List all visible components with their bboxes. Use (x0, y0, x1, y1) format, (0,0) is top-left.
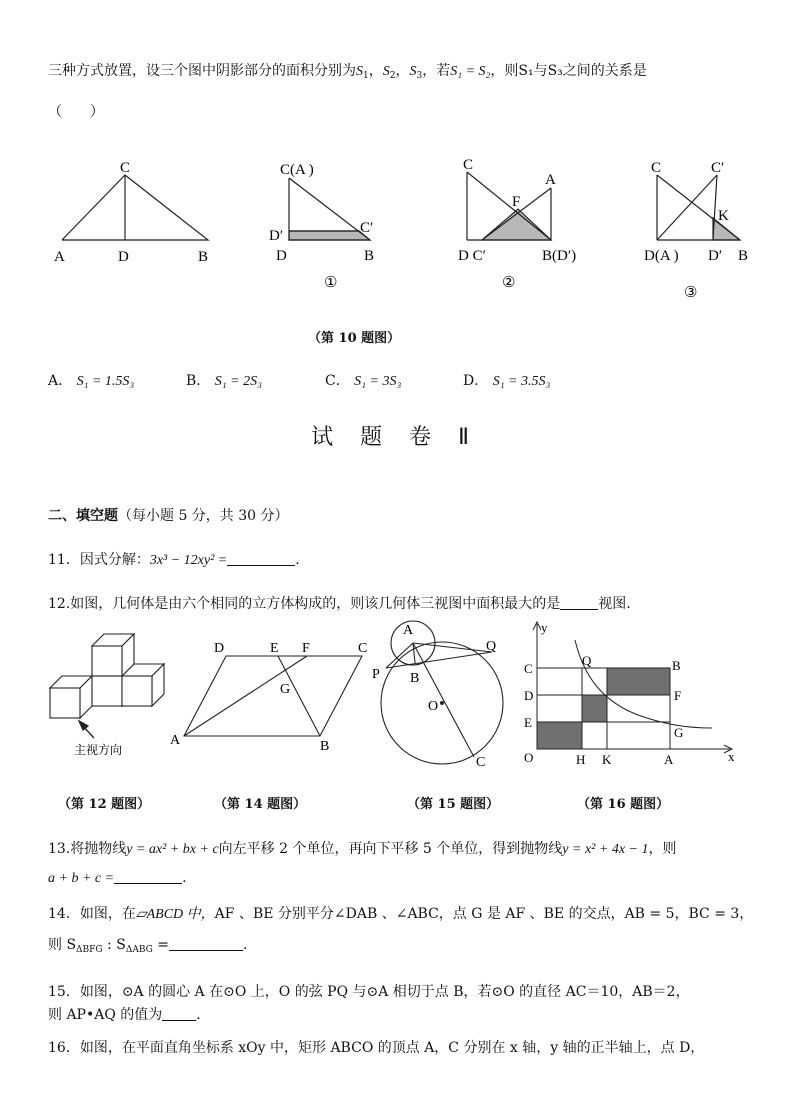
q12-view-label: 主视方向 (74, 743, 123, 757)
q16-label-E: E (524, 715, 532, 730)
q16-figure-caption: （第 16 题图） (577, 797, 670, 812)
q10-s1-index: 1 (363, 71, 369, 81)
q16-label-y: y (541, 620, 548, 635)
q10-s1: S (356, 64, 363, 79)
q14-condition: AF 、BE 分别平分∠DAB 、∠ABC，点 G 是 AF 、BE 的交点，AB = 5，BC = 3， (214, 906, 754, 922)
q10-base-label-B: B (198, 249, 209, 265)
q14-line-1 (48, 903, 753, 923)
q10-option-a-expr: S₁ = 1.5S₃ (76, 374, 135, 389)
q10-fig3-label-Dp: D′ (708, 248, 723, 264)
q14-label-A: A (170, 733, 181, 748)
q15-label-P: P (372, 667, 380, 682)
q14-equals: = (152, 937, 169, 953)
part-2-title: 试 题 卷 Ⅱ (311, 425, 479, 450)
q15-end: . (196, 1007, 201, 1023)
q10-option-a[interactable] (48, 370, 134, 390)
q16-label-D: D (524, 688, 534, 703)
q14-s-2: : S (102, 937, 126, 953)
q13-expr-2: y = x² + 4x − 1 (562, 842, 649, 857)
q10-fig2-number: ② (502, 275, 516, 291)
q14-label-F: F (302, 641, 310, 656)
q14-label-G: G (280, 682, 291, 697)
q10-option-d-expr: S₁ = 3.5S₃ (492, 374, 551, 389)
q12-figure (44, 630, 174, 760)
q10-fig1 (289, 178, 370, 240)
q16-label-Q: Q (582, 653, 592, 668)
q11-end: . (295, 552, 300, 568)
section-2-head: 二、填空题 (48, 508, 118, 524)
q10-fig2-label-DC: D C′ (458, 248, 486, 264)
q10-cond: ，若 (422, 63, 451, 79)
q10-cond-eq: S₁ = S₂ (450, 64, 491, 79)
q10-fig1-label-D: D (276, 248, 287, 264)
q10-option-c[interactable] (325, 370, 401, 390)
q13-answer-blank[interactable] (114, 869, 182, 884)
q10-s3-index: 3 (416, 71, 423, 81)
q13-expr-1: y = ax² + bx + c (126, 842, 219, 857)
q10-fig3-label-K: K (718, 208, 729, 224)
q15-figure (370, 620, 520, 770)
section-2-note: （每小题 5 分，共 30 分） (118, 508, 289, 524)
q10-fig2-label-F: F (512, 194, 521, 210)
q14-lead: 14．如图，在 (48, 906, 136, 922)
q10-fig1-label-B: B (364, 248, 375, 264)
q11-expr: 3x³ − 12xy² = (149, 553, 228, 568)
q10-option-b-expr: S₁ = 2S₃ (214, 374, 262, 389)
q14-line-2 (48, 934, 247, 955)
q10-fig3-label-Cp: C′ (711, 160, 725, 176)
q14-end: . (243, 937, 248, 953)
q10-fig2 (467, 172, 551, 240)
q14-figure (168, 636, 380, 756)
q10-option-c-label: C． (325, 373, 350, 389)
q10-fig2-label-C: C (463, 157, 474, 173)
q14-figure-caption: （第 14 题图） (214, 797, 307, 812)
q10-figures (40, 150, 760, 310)
q12-end: 视图. (598, 596, 631, 612)
q15-figure-caption: （第 15 题图） (407, 797, 500, 812)
q14-s-1: 则 S (48, 937, 77, 953)
q14-label-B: B (320, 739, 330, 754)
q10-option-d[interactable] (463, 370, 550, 390)
q12-cubes (50, 634, 164, 718)
q16-label-G: G (674, 725, 684, 740)
q14-label-E: E (270, 641, 279, 656)
q14-label-C: C (358, 641, 368, 656)
q10-fig1-label-Cp: C′ (360, 220, 374, 236)
q16-figure (520, 618, 742, 768)
q16-label-K: K (602, 752, 612, 767)
q10-base-label-D: D (118, 249, 129, 265)
q10-base-triangle (62, 175, 208, 240)
q16-label-B: B (672, 658, 681, 673)
q10-option-d-label: D． (463, 373, 489, 389)
q10-fig3-label-C: C (651, 160, 662, 176)
q10-s3: S (409, 64, 417, 79)
q10-fig2-label-A: A (545, 172, 556, 188)
q11-line (48, 549, 300, 569)
q15-label-A: A (403, 623, 414, 638)
q10-fig1-label-CA: C(A ) (280, 162, 314, 178)
q15-center-dot (440, 701, 444, 705)
q15-line-1: 15．如图，⊙A 的圆心 A 在⊙O 上，O 的弦 PQ 与⊙A 相切于点 B，若⊙O 的直径 AC＝10，AB＝2， (48, 984, 690, 1000)
q14-s-1-sub: ΔBFG (76, 945, 103, 955)
q10-intro-text: 三种方式放置，设三个图中阴影部分的面积分别为 (48, 63, 356, 79)
q15-label-Q: Q (486, 639, 497, 654)
q15-answer-blank[interactable] (162, 1006, 196, 1021)
q14-s-2-sub: ΔABG (125, 945, 153, 955)
q10-fig2-label-BD: B(D′) (542, 248, 577, 264)
q13-sum-expr: a + b + c = (48, 871, 115, 886)
q16-label-H: H (576, 752, 586, 767)
q13-lead: 13.将抛物线 (48, 841, 127, 857)
q14-abcd: ABCD 中， (146, 907, 215, 922)
q10-s2: S (382, 64, 390, 79)
q10-option-c-expr: S₁ = 3S₃ (354, 374, 402, 389)
q12-view-arrow (79, 721, 94, 738)
q16-label-x: x (728, 749, 735, 764)
q15-line-2 (48, 1004, 201, 1024)
q13-line-2 (48, 869, 187, 887)
q16-shaded-rects (537, 668, 670, 749)
q10-base-label-A: A (54, 249, 65, 265)
q10-figure-caption: （第 10 题图） (308, 331, 401, 346)
q13-mid: 向左平移 2 个单位，再向下平移 5 个单位，得到抛物线 (218, 841, 563, 857)
q10-intro-line: 三种方式放置，设三个图中阴影部分的面积分别为$S_1$，$S_2$，$S_3$，若S₁ = S₂，则S₁与S₃之间的关系是 (48, 63, 647, 81)
q10-fig1-label-Dp: D′ (269, 228, 284, 244)
q13-end-2: . (182, 870, 187, 886)
q10-fig3-label-DA: D(A ) (644, 248, 679, 264)
q15-label-B: B (410, 671, 420, 686)
q10-option-b[interactable] (186, 370, 262, 390)
q16-label-O: O (524, 750, 534, 765)
q14-parallelogram-symbol: ▱ (135, 907, 147, 922)
q11-answer-blank[interactable] (227, 551, 295, 566)
q10-fig3-label-B: B (738, 248, 749, 264)
q16-label-C: C (524, 661, 533, 676)
q15-label-O: O (428, 699, 439, 714)
q14-label-D: D (214, 641, 225, 656)
q12-line (48, 593, 631, 613)
q13-line-1 (48, 838, 676, 858)
q10-fig1-number: ① (324, 275, 338, 291)
q10-base-label-C: C (120, 160, 131, 176)
q12-answer-blank[interactable] (560, 595, 598, 610)
q12-figure-caption: （第 12 题图） (58, 797, 151, 812)
q15-label-C: C (476, 755, 486, 770)
q10-option-a-label: A． (48, 373, 73, 389)
q10-relation-text: ，则S₁与S₃之间的关系是 (490, 63, 647, 79)
q16-line-1: 16．如图，在平面直角坐标系 xOy 中，矩形 ABCO 的顶点 A，C 分别在 x 轴，y 轴的正半轴上，点 D， (48, 1040, 705, 1056)
q10-s2-index: 2 (389, 71, 396, 81)
q14-answer-blank[interactable] (169, 936, 243, 951)
q16-label-F: F (674, 688, 682, 703)
q10-answer-paren: （ ） (48, 104, 104, 120)
q13-end-1: ，则 (648, 841, 677, 857)
q16-label-A: A (664, 752, 674, 767)
q11-text: 11．因式分解： (48, 552, 150, 568)
q10-option-b-label: B． (186, 373, 211, 389)
q12-text: 12.如图，几何体是由六个相同的立方体构成的，则该几何体三视图中面积最大的是 (48, 596, 561, 612)
section-2-header (48, 505, 289, 525)
q10-fig3-number: ③ (684, 285, 698, 301)
q15-lead: 则 AP•AQ 的值为 (48, 1007, 163, 1023)
